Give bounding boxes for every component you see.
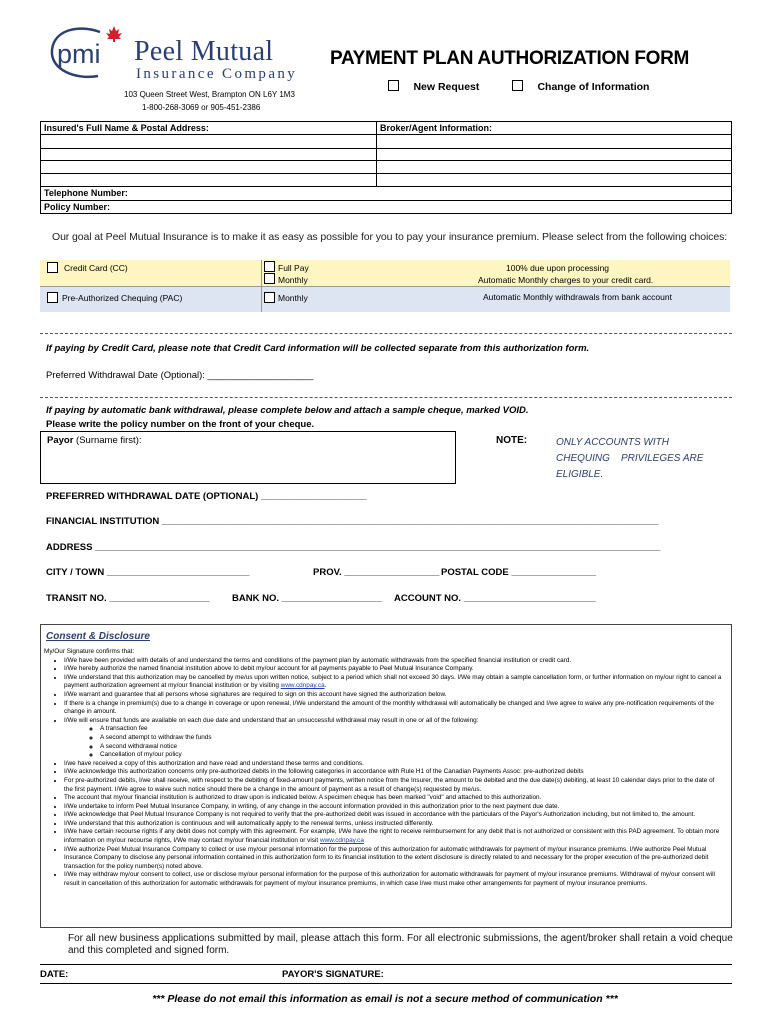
submission-note: For all new business applications submitted by mail, please attach this form. For all electronic submissions, the agent/broker shall retain a void cheque and this completed and signed form. xyxy=(68,933,733,956)
broker-info-label: Broker/Agent Information: xyxy=(380,123,493,133)
cc-section-divider xyxy=(40,333,732,334)
consent-item: • I/We acknowledge that Peel Mutual Insurance Company is not required to verify that the pre-authorized debit was issued in accordance with the particulars of the Payor's Authorization including, but not limited to, the amount. xyxy=(64,811,724,820)
financial-institution-field[interactable]: FINANCIAL INSTITUTION ______________________________________________________________________________________________ xyxy=(46,516,659,527)
credit-card-note: If paying by Credit Card, please note that Credit Card information will be collected separate from this authorization form. xyxy=(46,343,590,354)
bank-section-divider xyxy=(40,397,732,398)
new-request-option[interactable] xyxy=(388,77,479,95)
consent-intro: My/Our Signature confirms that: xyxy=(44,648,135,655)
city-field[interactable]: CITY / TOWN ___________________________ xyxy=(46,567,250,578)
policy-number-label: Policy Number: xyxy=(44,202,111,212)
cc-monthly-label: Monthly xyxy=(278,275,308,285)
preferred-withdrawal-date-field[interactable]: PREFERRED WITHDRAWAL DATE (OPTIONAL) ____________________ xyxy=(46,491,367,502)
signature-rule-bottom xyxy=(40,983,732,984)
transit-number-field[interactable]: TRANSIT NO. ___________________ xyxy=(46,593,210,604)
pac-label: Pre-Authorized Chequing (PAC) xyxy=(62,293,183,303)
insured-info-grid xyxy=(40,121,732,214)
consent-item: • I/We warrant and guarantee that all persons whose signatures are required to sign on this account have signed the authorization below. xyxy=(64,691,724,700)
date-field-label[interactable]: DATE: xyxy=(40,969,69,980)
consent-item: • I/We have been provided with details of and understand the terms and conditions of the payment plan by automatic withdrawals from the specified financial institution or credit card. xyxy=(64,657,724,666)
consent-list xyxy=(44,648,724,889)
consent-item: • I/We understand that this authorization may be cancelled by me/us upon written notice, subject to a period which shall not exceed 30 days. I/We may obtain a sample cancellation form, or further information on my/our right to cancel a payment authorization agreement at my/our financial institution or by visiting www.cdnpay.ca. xyxy=(64,674,724,691)
bank-number-field[interactable]: BANK NO. ___________________ xyxy=(232,593,382,604)
note-text xyxy=(556,435,703,483)
form-title: PAYMENT PLAN AUTHORIZATION FORM xyxy=(330,48,690,69)
goal-text: Our goal at Peel Mutual Insurance is to make it as easy as possible for you to pay your insurance premium. Please select from the following choices: xyxy=(52,231,728,243)
email-warning: *** Please do not email this information as email is not a secure method of communication *** xyxy=(152,993,618,1005)
cdnpay-link[interactable]: www.cdnpay.ca xyxy=(319,837,364,845)
consent-item: • For pre-authorized debits, I/we shall receive, with respect to the debiting of fixed-amount payments, written notice from the Insurer, the amount to be debited and the due date(s) debiting, at least 10 calendar days prior to the date of the first payment. I/We agree to waive such notice should there be a change in the amount of payment as a result of change(s) requested by me/us. xyxy=(64,777,724,794)
consent-item: • I/We authorize Peel Mutual Insurance Company to collect or use my/our personal information for the purpose of this authorization for automatic withdrawals for payment of my/our insurance premiums. I/We authorize Peel Mutual Insurance Company to disclose any personal information contained in this authorization form to its financial institution to the extent disclosure is directly related to and necessary for the proper execution of the pre-authorized debit transaction for the policy number(s) noted above. xyxy=(64,846,724,872)
province-field[interactable]: PROV. __________________ xyxy=(313,567,440,578)
maple-leaf-icon xyxy=(106,26,122,42)
note-text-line-1: ONLY ACCOUNTS WITH xyxy=(556,437,669,448)
consent-title: Consent & Disclosure xyxy=(46,631,150,642)
full-pay-description: 100% due upon processing xyxy=(506,263,610,273)
change-info-option[interactable] xyxy=(512,77,649,95)
consent-item: • I/We will ensure that funds are available on each due date and understand that an unsuccessful withdrawal may result in one or all of the following: xyxy=(64,717,724,726)
account-number-field[interactable]: ACCOUNT NO. _________________________ xyxy=(394,593,596,604)
consent-item: • I/we have received a copy of this authorization and have read and understand these terms and conditions. xyxy=(64,760,724,769)
broker-info-field[interactable] xyxy=(378,135,730,185)
payor-hint: (Surname first): xyxy=(76,435,142,446)
new-request-checkbox[interactable] xyxy=(388,80,399,91)
logo-abbrev: pmi xyxy=(57,39,101,69)
credit-card-label: Credit Card (CC) xyxy=(64,263,128,273)
payor-signature-label[interactable]: PAYOR'S SIGNATURE: xyxy=(282,969,384,980)
bank-heading-1: If paying by automatic bank withdrawal, please complete below and attach a sample cheque, marked VOID. xyxy=(46,405,529,416)
consent-item: • I/We hereby authorize the named financial institution above to debit my/our account for all payments payable to Peel Mutual Insurance Company. xyxy=(64,665,724,674)
cc-withdrawal-date-field[interactable]: Preferred Withdrawal Date (Optional): ____________________ xyxy=(46,370,314,381)
cc-monthly-checkbox[interactable] xyxy=(264,273,275,284)
company-name: Peel Mutual xyxy=(134,36,274,67)
cdnpay-link[interactable]: www.cdnpay.ca xyxy=(280,682,325,690)
full-pay-label: Full Pay xyxy=(278,263,309,273)
bank-heading-2: Please write the policy number on the front of your cheque. xyxy=(46,419,315,430)
payment-options-table xyxy=(40,260,730,312)
consent-sub-item: ◦ A transaction fee xyxy=(100,725,724,734)
payor-box[interactable] xyxy=(40,431,456,484)
note-label: NOTE: xyxy=(496,435,528,446)
full-pay-checkbox[interactable] xyxy=(264,261,275,272)
company-phone: 1-800-268-3069 or 905-451-2386 xyxy=(142,103,261,112)
consent-sub-item: ◦ A second withdrawal notice xyxy=(100,743,724,752)
insured-address-field[interactable] xyxy=(41,135,375,185)
signature-rule xyxy=(40,964,732,965)
pac-description: Automatic Monthly withdrawals from bank account xyxy=(483,292,672,302)
consent-item: • I/We may withdraw my/our consent to collect, use or disclose my/our personal information for the purpose of this authorization for automatic withdrawals for payment of my/our insurance premiums. Withdrawal of my/our consent will result in cancellation of this authorization for automatic withdrawals for payment of my/our insurance premiums, in which case I/we must make other arrangements for payment of my/our insurance premiums. xyxy=(64,871,724,888)
telephone-label: Telephone Number: xyxy=(44,188,128,198)
consent-sub-item: ◦ Cancellation of my/our policy xyxy=(100,751,724,760)
note-text-line-3: ELIGIBLE. xyxy=(556,469,604,480)
company-address: 103 Queen Street West, Brampton ON L6Y 1M3 xyxy=(124,90,295,99)
note-text-line-2: CHEQUING PRIVILEGES ARE xyxy=(556,453,704,464)
consent-item: • I/We acknowledge this authorization concerns only pre-authorized debits in the following categories in accordance with Rule H1 of the Canadian Payments Assoc: pre-authorized debits xyxy=(64,768,724,777)
pmi-logo xyxy=(48,22,126,82)
company-subtitle: Insurance Company xyxy=(136,66,298,82)
consent-item: • The account that my/our financial institution is authorized to draw upon is indicated below. A specimen cheque has been marked "void" and attached to this authorization. xyxy=(64,794,724,803)
pac-checkbox[interactable] xyxy=(47,292,58,303)
consent-item: • I/We understand that this authorization is continuous and will automatically apply to the renewal terms, unless instructed differently. xyxy=(64,820,724,829)
change-info-checkbox[interactable] xyxy=(512,80,523,91)
consent-item: • I/We undertake to inform Peel Mutual Insurance Company, in writing, of any change in the account information provided in this authorization prior to the next payment due date. xyxy=(64,803,724,812)
cc-monthly-description: Automatic Monthly charges to your credit card. xyxy=(478,275,654,285)
pac-monthly-checkbox[interactable] xyxy=(264,292,275,303)
change-info-label: Change of Information xyxy=(537,81,650,93)
credit-card-checkbox[interactable] xyxy=(47,262,58,273)
consent-item: • I/We have certain recourse rights if any debit does not comply with this agreement. For example, I/We have the right to receive reimbursement for any debit that is not authorized or consistent with this PAD agreement. To obtain more information on my/our recourse rights, I/We may contact my/our financial institution or visit www.cdnpay.ca xyxy=(64,828,724,845)
postal-code-field[interactable]: POSTAL CODE ________________ xyxy=(441,567,596,578)
bank-address-field[interactable]: ADDRESS ___________________________________________________________________________________________________________ xyxy=(46,542,661,553)
consent-sub-item: ◦ A second attempt to withdraw the funds xyxy=(100,734,724,743)
consent-item: • If there is a change in premium(s) due to a change in coverage or upon renewal, I/We understand the amount of the monthly withdrawal will automatically be changed and I/we agree to waive any pre-notification requirements of the change in amount. xyxy=(64,700,724,717)
insured-name-label: Insured's Full Name & Postal Address: xyxy=(44,123,209,133)
pac-monthly-label: Monthly xyxy=(278,293,308,303)
payor-label: Payor xyxy=(47,435,74,446)
new-request-label: New Request xyxy=(413,81,480,93)
